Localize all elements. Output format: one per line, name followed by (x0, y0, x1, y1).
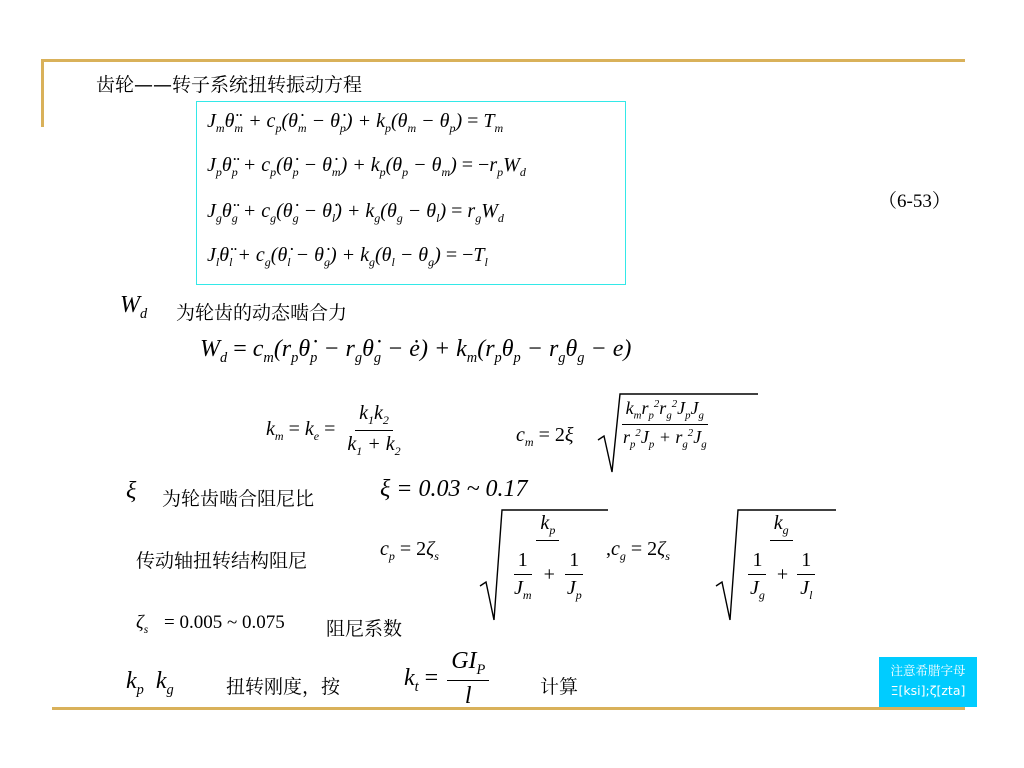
equation-4: $J_l\thetä_l$ + $c_g(\thetȧ_l$ − $\thetȧ_g) + k_g(\theta_l - \theta_g) = -T_l$ (207, 244, 488, 269)
cm-fraction: $\frac{k_mr_p^2r_g^2J_pJ_g}{r_p^2J_p + r_g^2J_g}$ (623, 398, 707, 451)
equation-number: （6-53） (878, 191, 951, 212)
zeta-range: = 0.005 ~ 0.075 (164, 612, 285, 633)
cg-fraction: $k_g$ $\frac{1}{J_g}$ + $\frac{1}{J_l}$ (736, 512, 826, 603)
wd-description: 为轮齿的动态啮合力 (176, 302, 348, 324)
equation-system-box (196, 101, 626, 285)
calc-label: 计算 (540, 676, 579, 698)
slide-title: 齿轮——转子系统扭转振动方程 (96, 74, 363, 96)
bottom-rule (52, 707, 965, 710)
xi-symbol: ξ (126, 478, 137, 504)
equation-3: $J_g\thetä_g$ + $c_g(\thetȧ_g$ − $\thetȧ_l) + k_g(\theta_g - \theta_l) = r_gW_d$ (207, 200, 504, 225)
wd-formula: $W_d$ = $c_m(r_p\thetȧ_p$ − $r_g\thetȧ_g$ − ė) + $k_m(r_p\theta_p - r_g\theta_g - e)$ (200, 336, 632, 366)
xi-range: ξ = 0.03 ~ 0.17 (380, 476, 528, 502)
cp-lhs: $c_p = 2\zeta_s$ (380, 538, 439, 563)
zeta-symbol: $\zeta_s$ (136, 612, 149, 636)
equation-2: $J_p\thetä_p$ + $c_p(\thetȧ_p$ − $\thetȧ_m) + k_p(\theta_p - \theta_m) = -r_pW_d$ (207, 154, 526, 179)
equation-1: $J_m\thetä_m$ + $c_p(\thetȧ_m$ − $\thetȧ_p) + k_p(\theta_m - \theta_p) = T_m$ (207, 110, 504, 135)
cg-lhs: $,c_g = 2\zeta_s$ (606, 538, 670, 563)
wd-symbol: $W_d$ (120, 292, 148, 322)
cp-fraction: $k_p$ $\frac{1}{J_m}$ + $\frac{1}{J_p}$ (514, 512, 582, 602)
stiffness-description: 扭转刚度，按 (226, 676, 341, 698)
left-rule (41, 59, 44, 127)
note-line-2: Ξ[ksi];ζ[zta] (890, 683, 966, 698)
note-line-1: 注意希腊字母 (890, 663, 966, 678)
zeta-description: 阻尼系数 (326, 618, 403, 640)
shaft-damping-label: 传动轴扭转结构阻尼 (136, 550, 308, 572)
kp-kg-symbols: $k_p$ $k_g$ (126, 668, 174, 698)
top-rule (42, 59, 965, 62)
kt-formula: $k_t$ = $\frac{GI_P}{l}$ (404, 648, 492, 711)
km-formula: $k_m = k_e$ = $\frac{k_1k_2}{k_1 + k_2}$ (266, 402, 401, 458)
cm-lhs: $c_m = 2\xi$ (516, 424, 574, 449)
greek-letter-note (879, 657, 977, 707)
xi-description: 为轮齿啮合阻尼比 (162, 488, 315, 510)
